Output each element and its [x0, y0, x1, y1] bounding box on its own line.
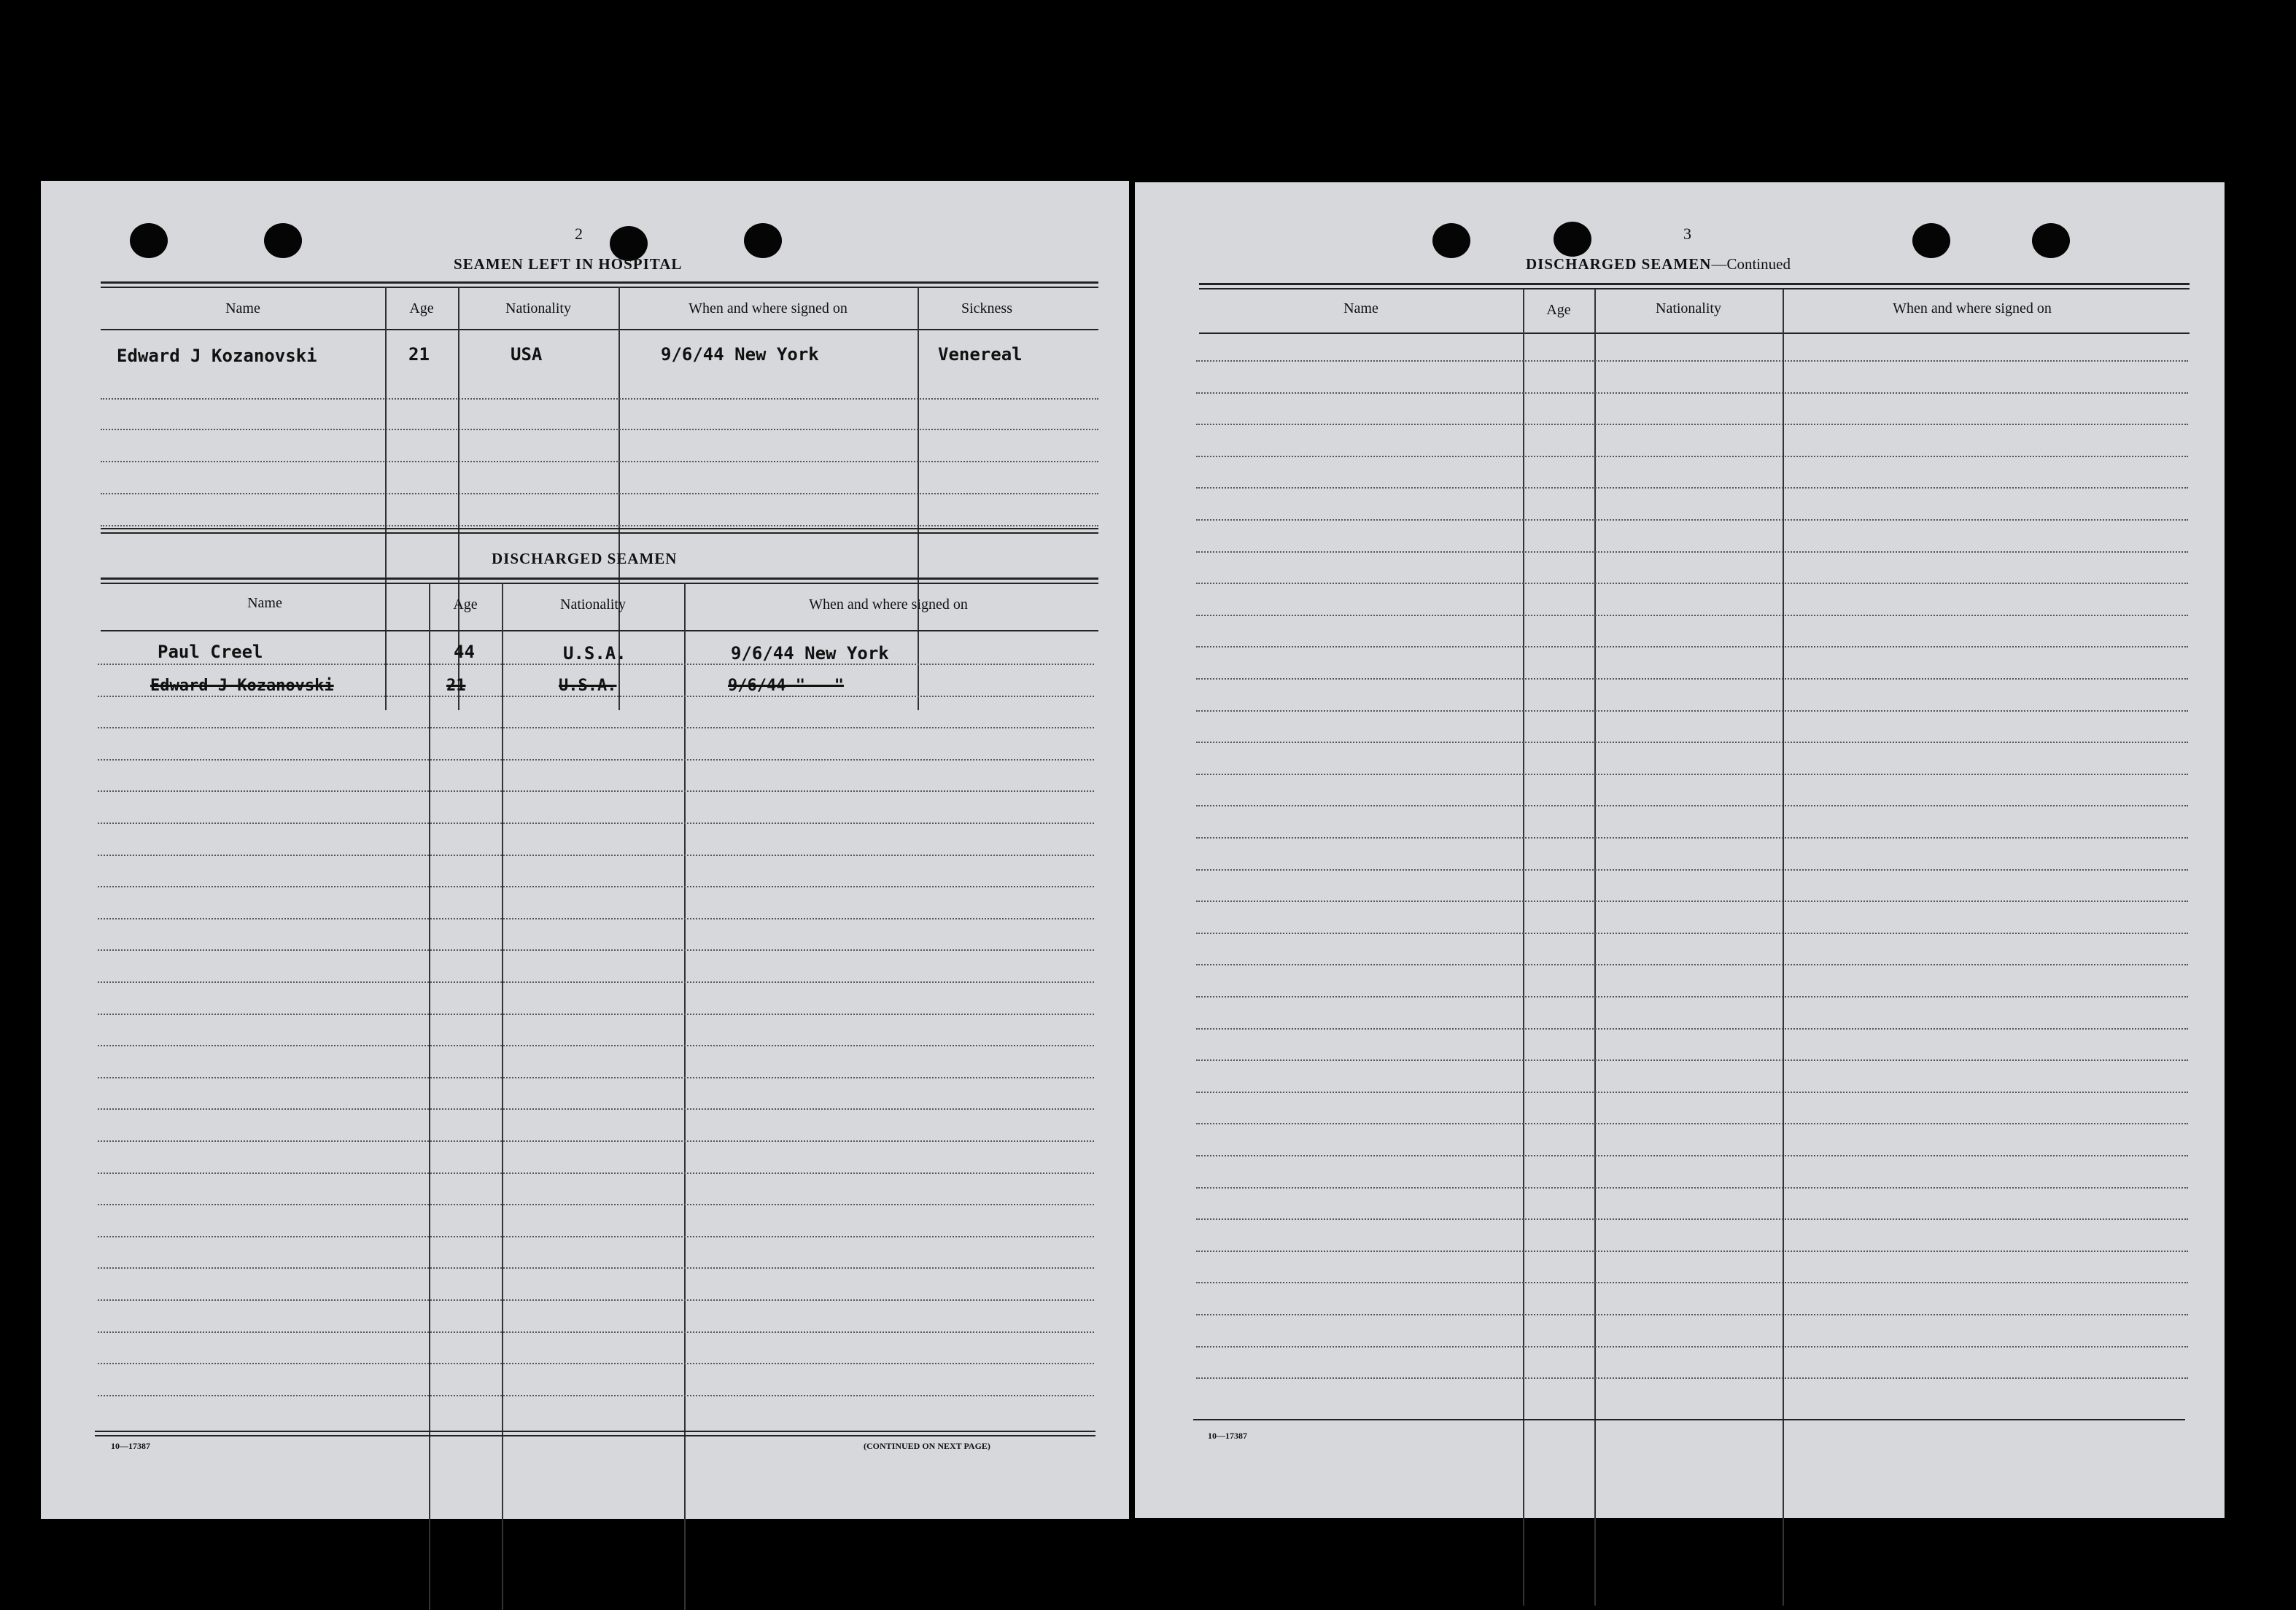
- ruled-line: [98, 696, 1094, 697]
- ruled-line: [98, 1331, 1094, 1333]
- ruled-line: [1196, 360, 2188, 362]
- ruled-line: [1196, 1059, 2188, 1061]
- ruled-line: [98, 1299, 1094, 1301]
- discharged-row-name-struck: Edward J Kozanovski: [150, 677, 334, 695]
- ruled-line: [98, 918, 1094, 919]
- left-form-page: [41, 181, 1129, 1519]
- ruled-line: [98, 1045, 1094, 1046]
- column-header-nationality: Nationality: [1656, 300, 1721, 316]
- punch-hole: [130, 223, 168, 258]
- ruled-line: [1196, 519, 2188, 521]
- column-header-nationality: Nationality: [505, 300, 571, 316]
- ruled-line: [1196, 424, 2188, 425]
- column-header-signed-on: When and where signed on: [689, 300, 848, 316]
- discharged-row-age-struck: 21: [446, 677, 466, 695]
- ruled-line: [1196, 901, 2188, 902]
- ruled-line: [1196, 1155, 2188, 1156]
- table-top-rule: [101, 281, 1098, 284]
- ruled-line: [98, 1395, 1094, 1396]
- column-header-nationality: Nationality: [560, 596, 626, 612]
- ruled-line: [98, 727, 1094, 728]
- header-rule: [101, 630, 1098, 631]
- title-main: DISCHARGED SEAMEN: [1526, 255, 1712, 273]
- column-divider: [502, 583, 503, 1610]
- column-header-name: Name: [1343, 300, 1378, 316]
- form-number: 10—17387: [111, 1441, 150, 1451]
- column-header-age: Age: [409, 300, 434, 316]
- column-divider: [1783, 289, 1784, 1606]
- ruled-line: [1196, 1346, 2188, 1348]
- ruled-line: [98, 886, 1094, 887]
- ruled-line: [98, 1236, 1094, 1237]
- discharged-row-age: 44: [454, 642, 475, 662]
- ruled-line: [98, 949, 1094, 951]
- punch-hole: [744, 223, 782, 258]
- ruled-line: [98, 759, 1094, 761]
- ruled-line: [98, 855, 1094, 856]
- punch-hole: [1554, 222, 1591, 257]
- column-divider: [385, 287, 387, 710]
- ruled-line: [98, 1267, 1094, 1269]
- discharged-row-nationality-struck: U.S.A.: [559, 677, 617, 695]
- hospital-row-sickness: Venereal: [938, 344, 1023, 365]
- ruled-line: [1196, 392, 2188, 394]
- page-number: 2: [575, 225, 583, 243]
- hospital-row-age: 21: [408, 344, 430, 365]
- column-header-name: Name: [225, 300, 260, 316]
- ruled-line: [98, 1077, 1094, 1078]
- hospital-section-title: SEAMEN LEFT IN HOSPITAL: [454, 255, 683, 273]
- discharged-row-nationality: U.S.A.: [563, 643, 627, 664]
- column-header-signed-on: When and where signed on: [1893, 300, 2052, 316]
- ruled-line: [98, 1204, 1094, 1205]
- column-divider: [1523, 289, 1524, 1606]
- header-rule: [101, 329, 1098, 330]
- ruled-line: [1196, 1218, 2188, 1220]
- page-number: 3: [1683, 225, 1691, 243]
- punch-hole: [2032, 223, 2070, 258]
- ruled-line: [98, 1108, 1094, 1110]
- ruled-line: [101, 493, 1098, 494]
- ruled-line: [1196, 1314, 2188, 1315]
- ruled-line: [101, 461, 1098, 462]
- table-bottom-rule: [101, 528, 1098, 529]
- ruled-line: [1196, 805, 2188, 806]
- discharged-row-signed-on: 9/6/44 New York: [731, 643, 889, 664]
- table-bottom-rule: [95, 1435, 1095, 1436]
- table-top-rule: [101, 578, 1098, 580]
- ruled-line: [1196, 1123, 2188, 1124]
- punch-hole: [1432, 223, 1470, 258]
- discharged-section-title: DISCHARGED SEAMEN: [492, 550, 678, 567]
- ruled-line: [101, 429, 1098, 430]
- ruled-line: [1196, 1028, 2188, 1030]
- form-number: 10—17387: [1208, 1431, 1247, 1441]
- ruled-line: [1196, 615, 2188, 616]
- ruled-line: [1196, 1282, 2188, 1283]
- ruled-line: [1196, 551, 2188, 553]
- table-top-rule: [1199, 288, 2190, 289]
- ruled-line: [1196, 996, 2188, 998]
- right-form-page: [1135, 182, 2225, 1518]
- ruled-line: [1196, 1092, 2188, 1093]
- ruled-line: [1196, 1251, 2188, 1252]
- punch-hole: [1912, 223, 1950, 258]
- ruled-line: [1196, 1377, 2188, 1379]
- column-header-sickness: Sickness: [961, 300, 1012, 316]
- table-bottom-rule: [95, 1431, 1095, 1432]
- ruled-line: [98, 981, 1094, 983]
- hospital-row-name: Edward J Kozanovski: [117, 346, 317, 366]
- continued-note: (CONTINUED ON NEXT PAGE): [864, 1441, 990, 1451]
- table-top-rule: [1199, 283, 2190, 285]
- title-suffix: —Continued: [1711, 255, 1791, 273]
- ruled-line: [98, 1363, 1094, 1364]
- ruled-line: [1196, 583, 2188, 584]
- ruled-line: [1196, 933, 2188, 934]
- ruled-line: [1196, 774, 2188, 775]
- ruled-line: [98, 1140, 1094, 1142]
- ruled-line: [1196, 1187, 2188, 1189]
- ruled-line: [1196, 837, 2188, 839]
- column-divider: [918, 287, 919, 710]
- ruled-line: [98, 1014, 1094, 1015]
- ruled-line: [1196, 869, 2188, 871]
- ruled-line: [1196, 742, 2188, 743]
- ruled-line: [1196, 964, 2188, 965]
- ruled-line: [101, 525, 1098, 526]
- hospital-row-signed-on: 9/6/44 New York: [661, 344, 819, 365]
- punch-hole: [264, 223, 302, 258]
- ruled-line: [1196, 487, 2188, 489]
- hospital-row-nationality: USA: [511, 344, 543, 365]
- ruled-line: [1196, 456, 2188, 457]
- table-top-rule: [101, 583, 1098, 584]
- ruled-line: [98, 664, 1094, 665]
- ruled-line: [1196, 646, 2188, 648]
- discharged-row-name: Paul Creel: [158, 642, 263, 662]
- column-divider: [684, 583, 686, 1610]
- table-bottom-rule: [1193, 1419, 2185, 1420]
- discharged-row-signed-on-struck: 9/6/44 " ": [728, 677, 844, 695]
- column-divider: [429, 583, 430, 1610]
- column-header-age: Age: [453, 596, 478, 612]
- table-bottom-rule: [101, 532, 1098, 534]
- column-header-name: Name: [247, 595, 282, 611]
- column-header-signed-on: When and where signed on: [809, 596, 968, 612]
- table-top-rule: [101, 287, 1098, 288]
- ruled-line: [98, 790, 1094, 792]
- ruled-line: [1196, 678, 2188, 680]
- ruled-line: [1196, 710, 2188, 712]
- column-header-age: Age: [1546, 302, 1571, 318]
- ruled-line: [101, 398, 1098, 400]
- discharged-continued-title: [1526, 255, 1791, 273]
- column-divider: [1594, 289, 1596, 1606]
- ruled-line: [98, 1172, 1094, 1174]
- ruled-line: [98, 822, 1094, 824]
- header-rule: [1199, 332, 2190, 334]
